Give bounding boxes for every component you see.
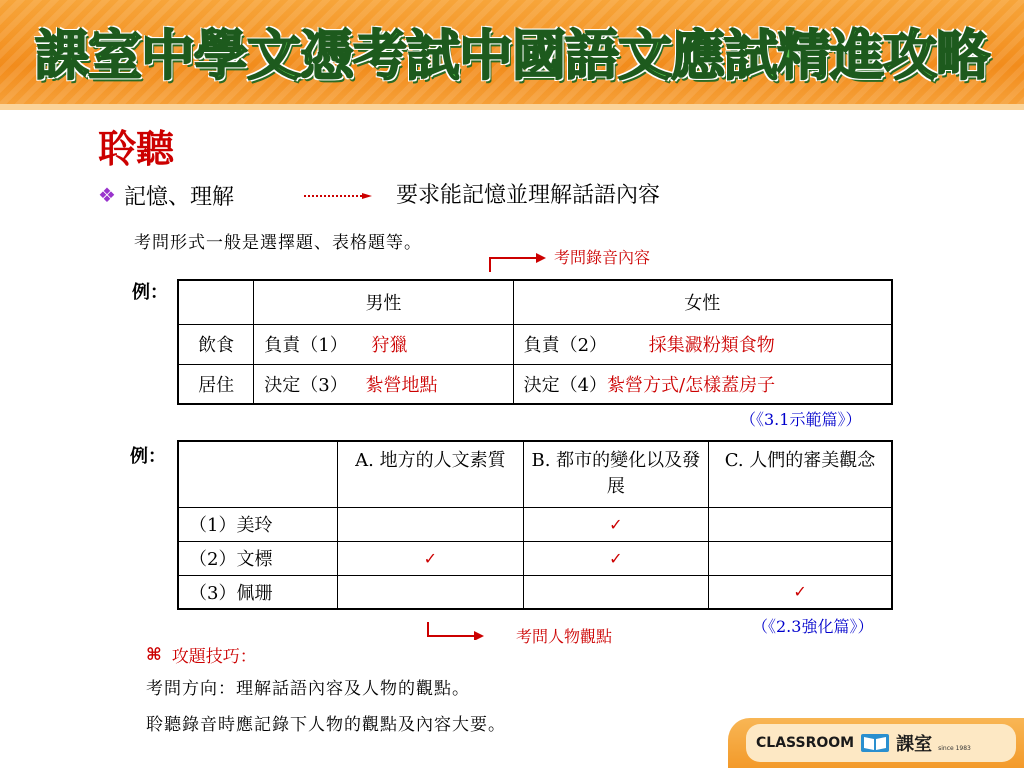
check-cell: ✓ bbox=[523, 507, 708, 541]
table-row bbox=[178, 324, 892, 364]
banner-title: 課室中學文憑考試中國語文應試精進攻略 bbox=[35, 23, 989, 87]
row-label: （3）佩珊 bbox=[178, 575, 338, 609]
question-format-note: 考問形式一般是選擇題、表格題等。 bbox=[134, 233, 422, 253]
check-cell bbox=[709, 541, 892, 575]
tips-heading bbox=[146, 642, 257, 667]
cell-answer: 紮營地點 bbox=[365, 374, 438, 396]
table-header-cell bbox=[178, 441, 338, 507]
page-title: 聆聽 bbox=[98, 126, 175, 171]
check-cell: ✓ bbox=[523, 541, 708, 575]
table-header-cell bbox=[178, 280, 254, 324]
table-header-row bbox=[178, 280, 892, 324]
example-table-gender-roles bbox=[177, 279, 893, 405]
cell-prefix: 負責（1） bbox=[264, 335, 348, 356]
bullet-requirement: 要求能記憶並理解話語內容 bbox=[396, 183, 661, 208]
check-cell bbox=[709, 507, 892, 541]
diamond-bullet-icon: ❖ bbox=[98, 183, 116, 207]
dotted-arrow-icon bbox=[304, 193, 372, 199]
open-book-icon bbox=[860, 732, 890, 754]
tips-line: 考問方向：理解話語內容及人物的觀點。 bbox=[146, 679, 470, 699]
table-row bbox=[178, 575, 892, 609]
cell-answer: 紮營方式/怎樣蓋房子 bbox=[607, 374, 776, 396]
callout-recording-content: 考問錄音內容 bbox=[554, 248, 651, 267]
since-text: since 1983 bbox=[938, 744, 971, 752]
elbow-arrow-icon bbox=[486, 252, 548, 272]
check-cell bbox=[338, 507, 523, 541]
cell-answer: 狩獵 bbox=[371, 335, 408, 356]
elbow-arrow-icon bbox=[424, 622, 486, 640]
table-header-cell: 女性 bbox=[513, 280, 892, 324]
table-cell bbox=[254, 364, 513, 404]
check-cell: ✓ bbox=[709, 575, 892, 609]
cell-prefix: 負責（2） bbox=[523, 335, 608, 356]
check-cell: ✓ bbox=[338, 541, 523, 575]
reference-2-3: （《2.3強化篇》） bbox=[752, 617, 874, 636]
example-label: 例： bbox=[130, 446, 166, 467]
reference-3-1: （《3.1示範篇》） bbox=[740, 410, 862, 429]
bullet-label: 記憶、理解 bbox=[123, 184, 234, 210]
row-label: （1）美玲 bbox=[178, 507, 338, 541]
table-cell bbox=[513, 324, 892, 364]
footer-logo bbox=[746, 724, 1016, 762]
table-row bbox=[178, 507, 892, 541]
table-header-cell: 男性 bbox=[254, 280, 513, 324]
banner-divider bbox=[0, 104, 1024, 110]
table-row bbox=[178, 541, 892, 575]
table-header-cell: B. 都市的變化以及發展 bbox=[523, 441, 708, 507]
bullet-item bbox=[98, 180, 234, 210]
check-cell bbox=[338, 575, 523, 609]
footer-logo-bar bbox=[728, 718, 1024, 768]
cell-prefix: 決定（4） bbox=[523, 374, 608, 396]
table-header-cell: C. 人們的審美觀念 bbox=[709, 441, 892, 507]
tips-label: 攻題技巧： bbox=[171, 647, 257, 667]
row-label: （2）文標 bbox=[178, 541, 338, 575]
example-table-viewpoints bbox=[177, 440, 893, 610]
header-banner bbox=[0, 0, 1024, 110]
table-header-cell: A. 地方的人文素質 bbox=[338, 441, 523, 507]
example-label: 例： bbox=[132, 282, 168, 303]
cell-prefix: 決定（3） bbox=[264, 374, 348, 396]
table-row bbox=[178, 364, 892, 404]
brand-chinese-name: 課室 bbox=[896, 734, 933, 755]
cell-answer: 採集澱粉類食物 bbox=[648, 335, 775, 356]
check-cell bbox=[523, 575, 708, 609]
table-cell bbox=[254, 324, 513, 364]
tips-line: 聆聽錄音時應記錄下人物的觀點及內容大要。 bbox=[146, 715, 506, 735]
brand-name: CLASSROOM bbox=[756, 735, 855, 751]
row-label: 居住 bbox=[178, 364, 254, 404]
table-header-row bbox=[178, 441, 892, 507]
command-icon: ⌘ bbox=[146, 644, 162, 665]
table-cell bbox=[513, 364, 892, 404]
row-label: 飲食 bbox=[178, 324, 254, 364]
callout-character-viewpoints: 考問人物觀點 bbox=[516, 627, 613, 646]
